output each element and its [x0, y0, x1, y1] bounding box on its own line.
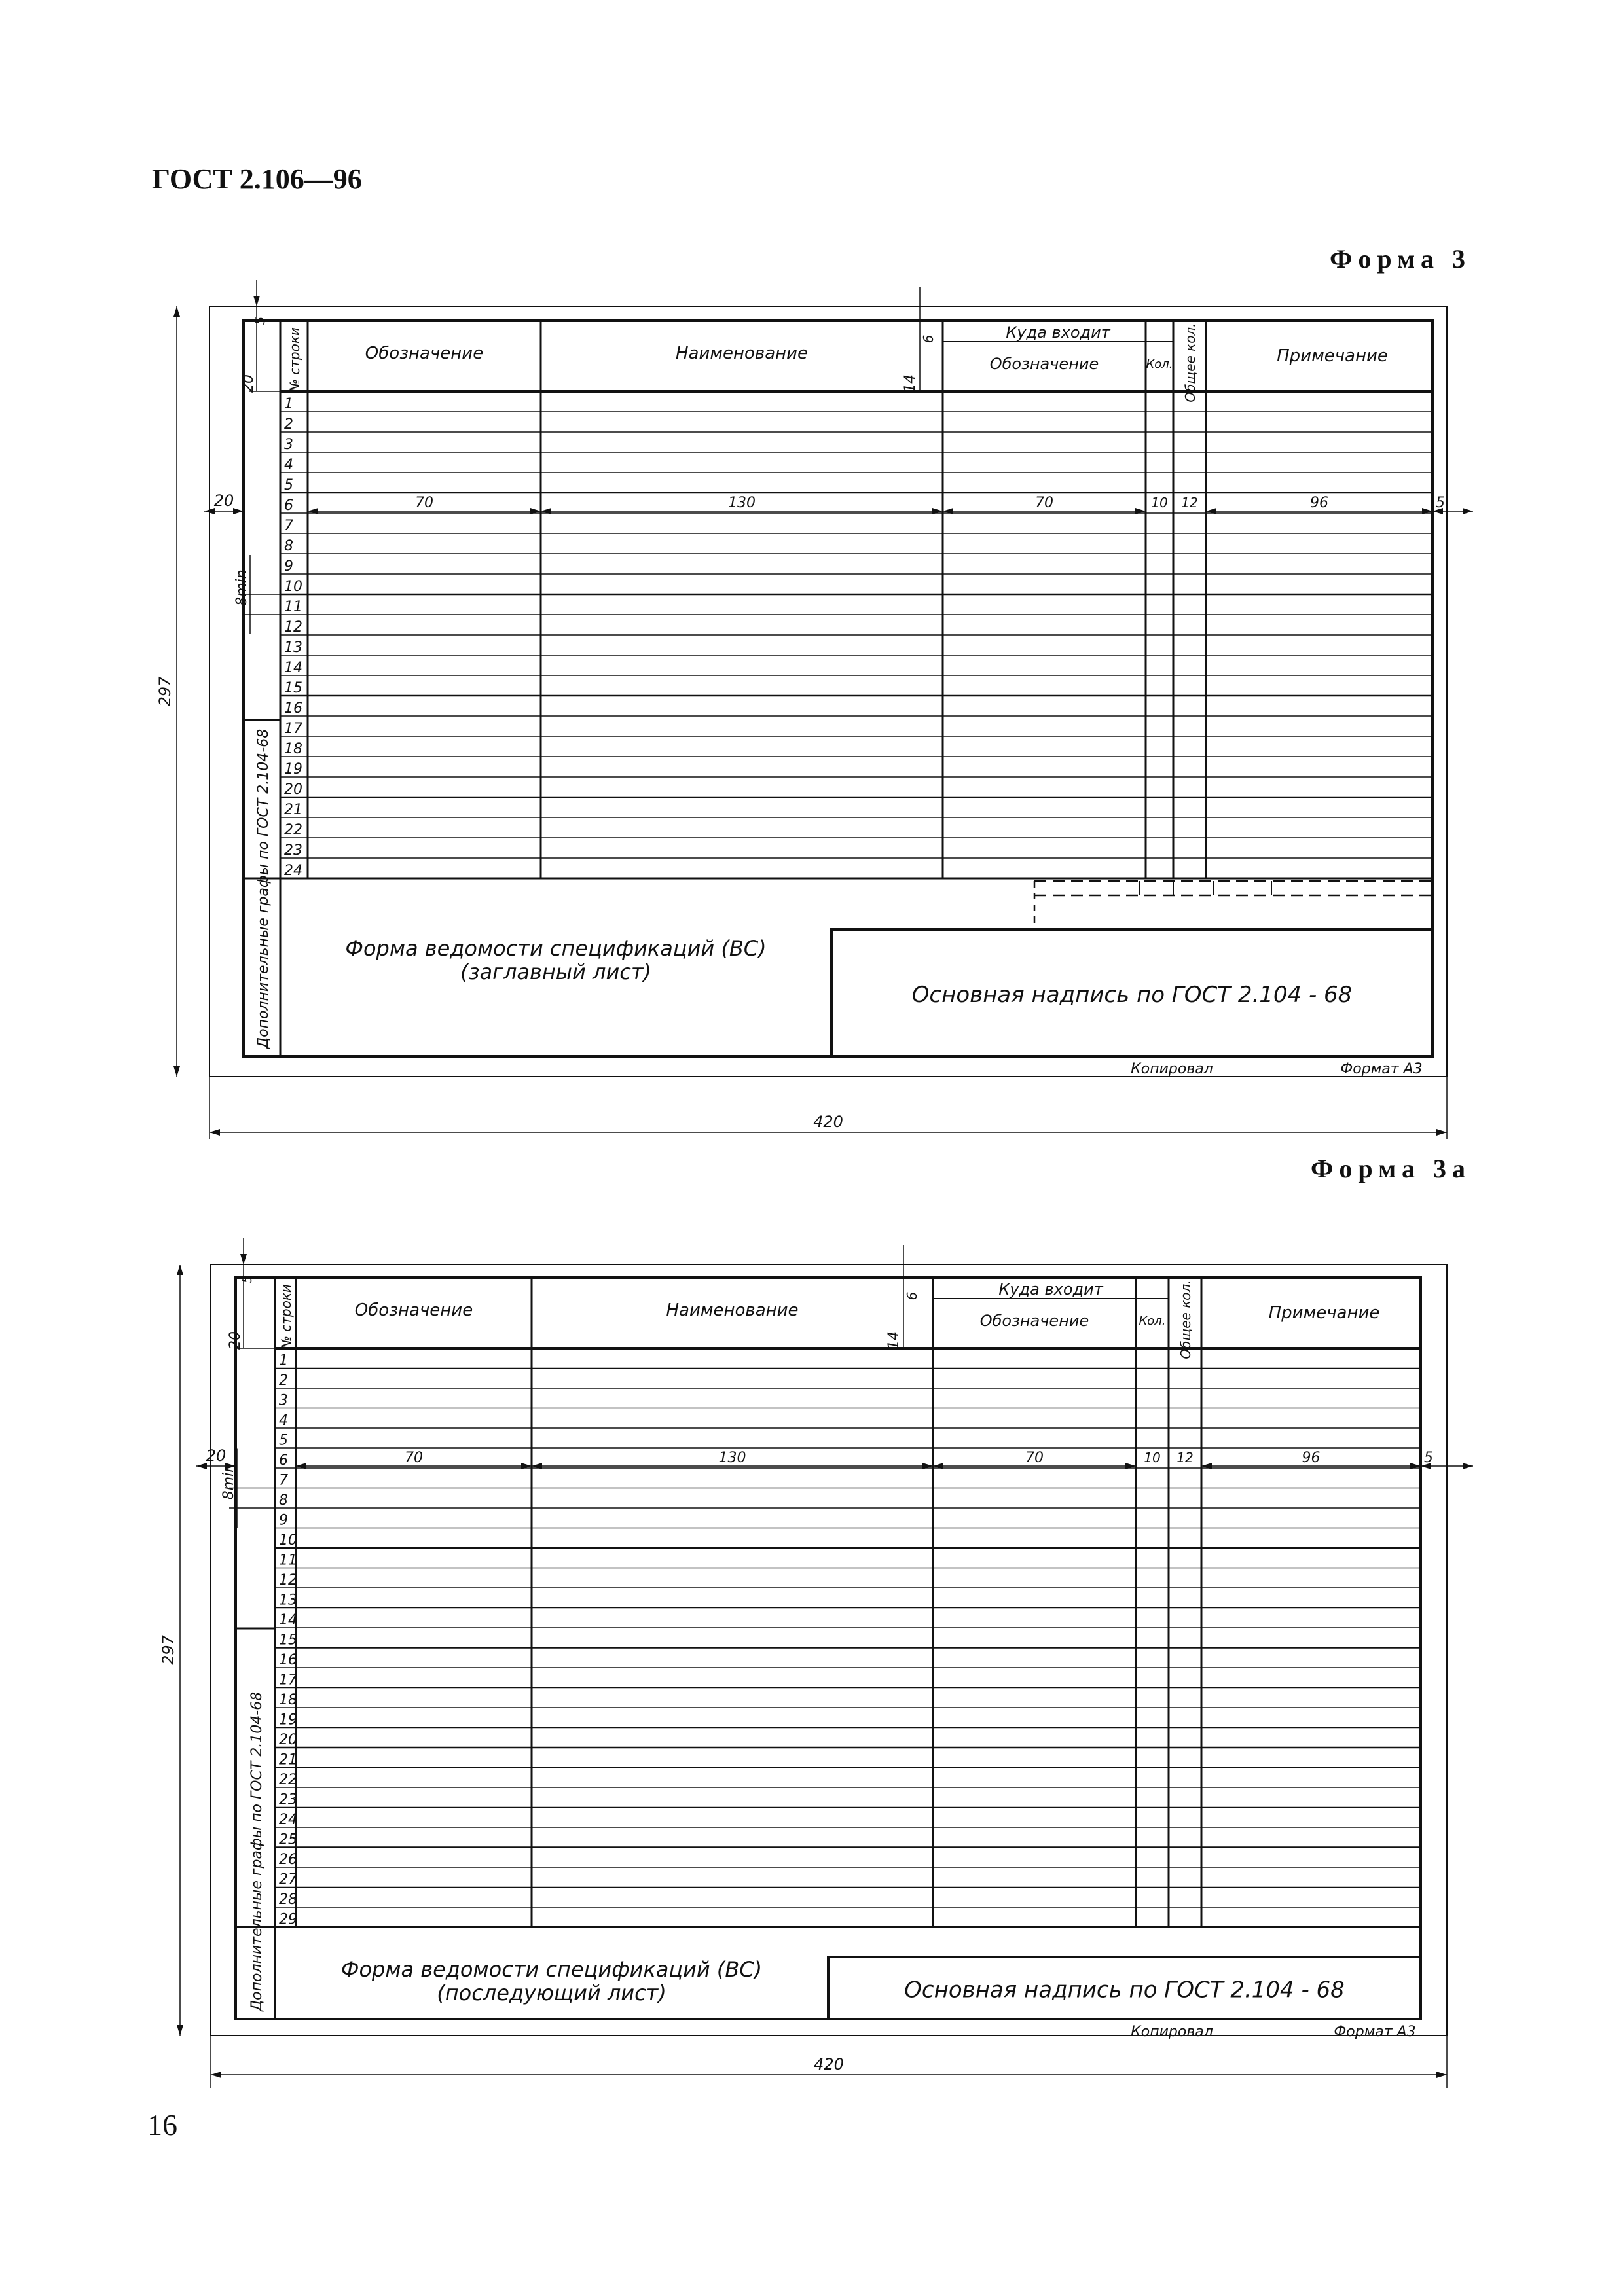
- row-number: 24: [284, 863, 302, 879]
- row-number: 14: [279, 1612, 297, 1628]
- row-number: 12: [284, 619, 302, 636]
- row-number: 6: [279, 1452, 288, 1469]
- dim-5-top: 5: [239, 1274, 255, 1283]
- row-number: 5: [279, 1432, 288, 1449]
- row-number: 15: [279, 1632, 297, 1649]
- row-number: 7: [284, 518, 293, 534]
- row-number: 3: [279, 1392, 288, 1409]
- row-number: 22: [279, 1772, 297, 1788]
- row-number: 16: [284, 700, 302, 717]
- row-number: 17: [284, 721, 302, 737]
- row-number: 7: [279, 1472, 288, 1489]
- row-number: 26: [279, 1852, 297, 1868]
- dim-420: 420: [814, 2055, 844, 2073]
- row-number: 15: [284, 680, 302, 696]
- note-header: Примечание: [1277, 346, 1388, 366]
- dim-297: 297: [159, 1635, 177, 1665]
- sheet-frame: [210, 306, 1447, 1077]
- dim-70: 70: [415, 495, 433, 511]
- row-number: 2: [284, 416, 293, 433]
- form-caption-line2: (заглавный лист): [460, 960, 651, 984]
- designation-header: Обозначение: [354, 1300, 473, 1320]
- qty-header: Кол.: [1139, 1314, 1166, 1328]
- row-number: 23: [279, 1791, 297, 1808]
- dim-6: 6: [904, 1291, 920, 1300]
- dim-70: 70: [405, 1450, 423, 1466]
- dim-420: 420: [813, 1113, 843, 1131]
- title-block-label: Основная надпись по ГОСТ 2.104 - 68: [911, 982, 1353, 1008]
- sheet-frame: [211, 1265, 1447, 2036]
- row-number: 4: [284, 457, 293, 473]
- form-caption-line2: (последующий лист): [437, 1981, 666, 2005]
- where-used-header: Куда входит: [1006, 323, 1110, 342]
- dim-8min: 8min: [221, 1463, 237, 1500]
- format-label: Формат А3: [1334, 2024, 1416, 2040]
- dim-right-margin-arrow-right: [1463, 508, 1473, 514]
- dim-14: 14: [886, 1331, 902, 1350]
- dim-297: 297: [156, 676, 174, 707]
- dim-width-arrow-left: [211, 2072, 221, 2078]
- row-number: 1: [284, 396, 293, 412]
- dim-height-arrow-bottom: [173, 1066, 180, 1077]
- dim-6: 6: [921, 334, 936, 344]
- row-number: 24: [279, 1812, 297, 1828]
- row-number: 6: [284, 497, 293, 514]
- dim-20-top: 20: [240, 374, 257, 393]
- dim-96: 96: [1302, 1450, 1321, 1466]
- row-number: 1: [279, 1352, 288, 1369]
- row-number: 25: [279, 1831, 297, 1848]
- where-designation-header: Обозначение: [989, 355, 1099, 373]
- row-number: 9: [279, 1512, 288, 1529]
- dim-5-top: 5: [252, 316, 268, 325]
- dim-12: 12: [1181, 495, 1198, 511]
- dim-width-arrow-left: [210, 1129, 220, 1136]
- row-number: 10: [284, 579, 302, 595]
- row-number: 8: [279, 1492, 288, 1509]
- dim-20-top: 20: [227, 1331, 244, 1350]
- row-number: 16: [279, 1652, 297, 1668]
- row-number: 14: [284, 660, 302, 676]
- row-number-header: № строки: [278, 1284, 294, 1350]
- row-number: 8: [284, 538, 293, 554]
- row-number: 28: [279, 1892, 297, 1908]
- row-number-header: № строки: [287, 327, 302, 393]
- dim-right-margin-arrow-right: [1463, 1463, 1473, 1469]
- dim-height-arrow-top: [173, 306, 180, 317]
- row-number: 29: [279, 1911, 297, 1928]
- dim-left-margin-arrow-left: [196, 1463, 207, 1469]
- row-number: 22: [284, 822, 302, 838]
- row-number: 3: [284, 437, 293, 453]
- dim-height-arrow-bottom: [177, 2025, 183, 2036]
- dim-8min: 8min: [234, 569, 250, 606]
- form-3-title: Форма 3: [1330, 244, 1471, 274]
- qty-header: Кол.: [1146, 357, 1173, 371]
- designation-header: Обозначение: [365, 344, 484, 363]
- dim-70-where: 70: [1035, 495, 1053, 511]
- dim-height-arrow-top: [177, 1265, 183, 1275]
- extra-columns-label: Дополнительные графы по ГОСТ 2.104-68: [255, 728, 272, 1049]
- total-qty-header: Общее кол.: [1182, 323, 1198, 403]
- dim-top-arrow: [240, 1254, 247, 1265]
- extra-columns-label: Дополнительные графы по ГОСТ 2.104-68: [249, 1691, 265, 2011]
- where-designation-header: Обозначение: [979, 1312, 1089, 1330]
- total-qty-header: Общее кол.: [1178, 1280, 1194, 1359]
- dim-20-left: 20: [213, 492, 234, 510]
- copied-label: Копировал: [1131, 1061, 1213, 1077]
- name-header: Наименование: [675, 344, 809, 363]
- name-header: Наименование: [666, 1300, 799, 1320]
- row-number: 10: [279, 1532, 297, 1549]
- row-number: 19: [284, 761, 302, 778]
- row-number: 4: [279, 1412, 288, 1429]
- form-3a-title: Форма 3а: [1311, 1154, 1471, 1183]
- row-number: 21: [279, 1751, 297, 1768]
- row-number: 21: [284, 802, 302, 818]
- where-used-header: Куда входит: [998, 1280, 1103, 1299]
- document-header: ГОСТ 2.106—96: [152, 163, 362, 195]
- copied-label: Копировал: [1131, 2024, 1213, 2040]
- row-number: 27: [279, 1871, 297, 1888]
- dim-12: 12: [1176, 1450, 1194, 1465]
- row-number: 18: [284, 741, 302, 757]
- dim-5-right: 5: [1424, 1450, 1433, 1466]
- row-number: 9: [284, 558, 293, 575]
- dim-70-where: 70: [1025, 1450, 1044, 1466]
- dim-width-arrow-right: [1436, 1129, 1447, 1136]
- row-number: 11: [279, 1552, 297, 1569]
- row-number: 20: [284, 781, 302, 798]
- page-number: 16: [147, 2108, 177, 2142]
- form-caption-line1: Форма ведомости спецификаций (ВС): [345, 936, 767, 961]
- dim-20-left: 20: [206, 1446, 227, 1465]
- dim-96: 96: [1310, 495, 1328, 511]
- dim-10: 10: [1144, 1450, 1161, 1465]
- row-number: 23: [284, 842, 302, 859]
- format-label: Формат А3: [1340, 1061, 1423, 1077]
- row-number: 17: [279, 1672, 297, 1689]
- dim-14: 14: [902, 374, 919, 393]
- note-header: Примечание: [1268, 1303, 1380, 1323]
- dim-left-margin-arrow-right: [233, 508, 244, 514]
- form-3a-drawing: [0, 1204, 1623, 2101]
- row-number: 2: [279, 1372, 288, 1389]
- row-number: 5: [284, 477, 293, 493]
- dim-top-arrow: [253, 296, 260, 306]
- title-block-label: Основная надпись по ГОСТ 2.104 - 68: [904, 1977, 1345, 2003]
- row-number: 11: [284, 599, 302, 615]
- dim-width-arrow-right: [1436, 2072, 1447, 2078]
- row-number: 12: [279, 1572, 297, 1588]
- dim-5-right: 5: [1436, 495, 1445, 511]
- form-caption-line1: Форма ведомости спецификаций (ВС): [340, 1957, 763, 1982]
- row-number: 13: [279, 1592, 297, 1609]
- dim-10: 10: [1151, 495, 1168, 511]
- row-number: 19: [279, 1712, 297, 1729]
- row-number: 18: [279, 1692, 297, 1708]
- dim-130: 130: [718, 1450, 746, 1466]
- form-3-drawing: [0, 262, 1623, 1139]
- row-number: 13: [284, 639, 302, 656]
- dim-130: 130: [728, 495, 756, 511]
- row-number: 20: [279, 1732, 297, 1748]
